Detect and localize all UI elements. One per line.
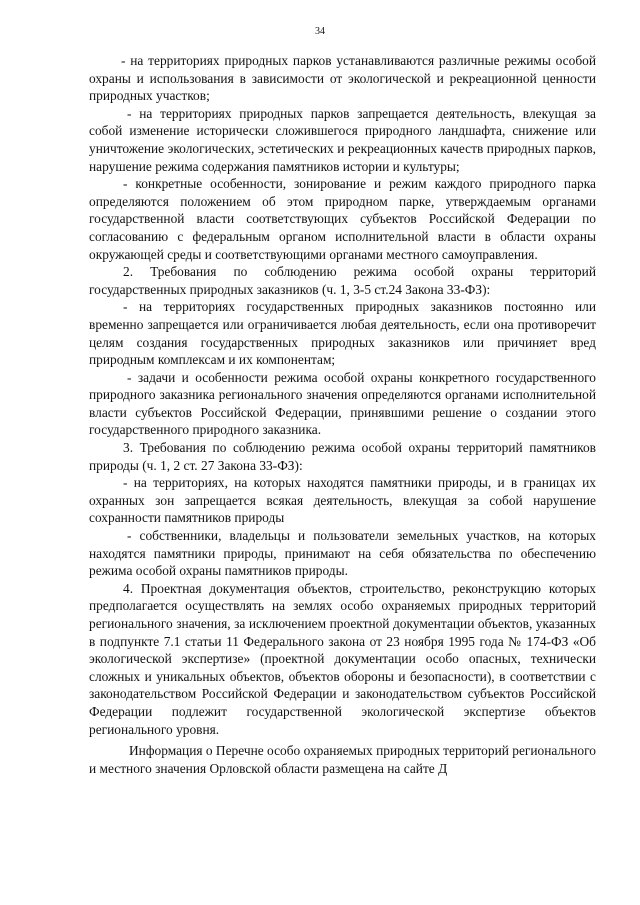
paragraph: - задачи и особенности режима особой охраны конкретного государственного природного заказника регионального значения определяются органами исполнительной власти субъектов Российской Федерации, принявшими решение о создании этого государственного природного заказника.	[89, 369, 596, 438]
page-number: 34	[315, 26, 325, 37]
paragraph: - на территориях, на которых находятся памятники природы, и в границах их охранных зон запрещается всякая деятельность, влекущая за собой нарушение сохранности памятников природы	[89, 475, 596, 526]
paragraph: - на территориях государственных природных заказников постоянно или временно запрещается или ограничивается любая деятельность, если она противоречит целям создания государственных природных заказников или причиняет вред природным комплексам и их компонентам;	[89, 299, 596, 368]
paragraph: Информация о Перечне особо охраняемых природных территорий регионального и местного значения Орловской области размещена на сайте Д	[89, 743, 596, 776]
section-heading: 2. Требования по соблюдению режима особой охраны территорий государственных природных заказников (ч. 1, 3-5 ст.24 Закона 33-ФЗ):	[89, 264, 596, 297]
paragraph: - на территориях природных парков устанавливаются различные режимы особой охраны и использования в зависимости от экологической и рекреационной ценности природных участков;	[89, 53, 596, 104]
paragraph: - собственники, владельцы и пользователи земельных участков, на которых находятся памятники природы, принимают на себя обязательства по обеспечению режима особой охраны памятников природы.	[89, 528, 596, 579]
paragraph: - на территориях природных парков запрещается деятельность, влекущая за собой изменение исторически сложившегося природного ландшафта, снижение или уничтожение экологических, эстетических и рекреационных качеств природных парков, нарушение режима содержания памятников истории и культуры;	[89, 105, 596, 174]
section-heading: 4. Проектная документация объектов, строительство, реконструкцию которых предполагается осуществлять на землях особо охраняемых природных территорий регионального значения, за исключением проектной документации объектов, указанных в подпункте 7.1 статьи 11 Федерального закона от 23 ноября 1995 года № 174-ФЗ «Об экологической экспертизе» (проектной документации особо опасных, технически сложных и уникальных объектов, объектов обороны и безопасности), в соответствии с законодательством Российской Федерации и законодательством субъектов Российской Федерации подлежит государственной экологической экспертизе объектов регионального уровня.	[89, 580, 596, 737]
page-body	[89, 52, 596, 777]
paragraph: - конкретные особенности, зонирование и режим каждого природного парка определяются положением об этом природном парке, утверждаемым органами государственной власти соответствующих субъектов Российской Федерации по согласованию с федеральным органом исполнительной власти в области охраны окружающей среды и соответствующими органами местного самоуправления.	[89, 176, 596, 262]
section-heading: 3. Требования по соблюдению режима особой охраны территорий памятников природы (ч. 1, 2 ст. 27 Закона 33-ФЗ):	[89, 440, 596, 473]
